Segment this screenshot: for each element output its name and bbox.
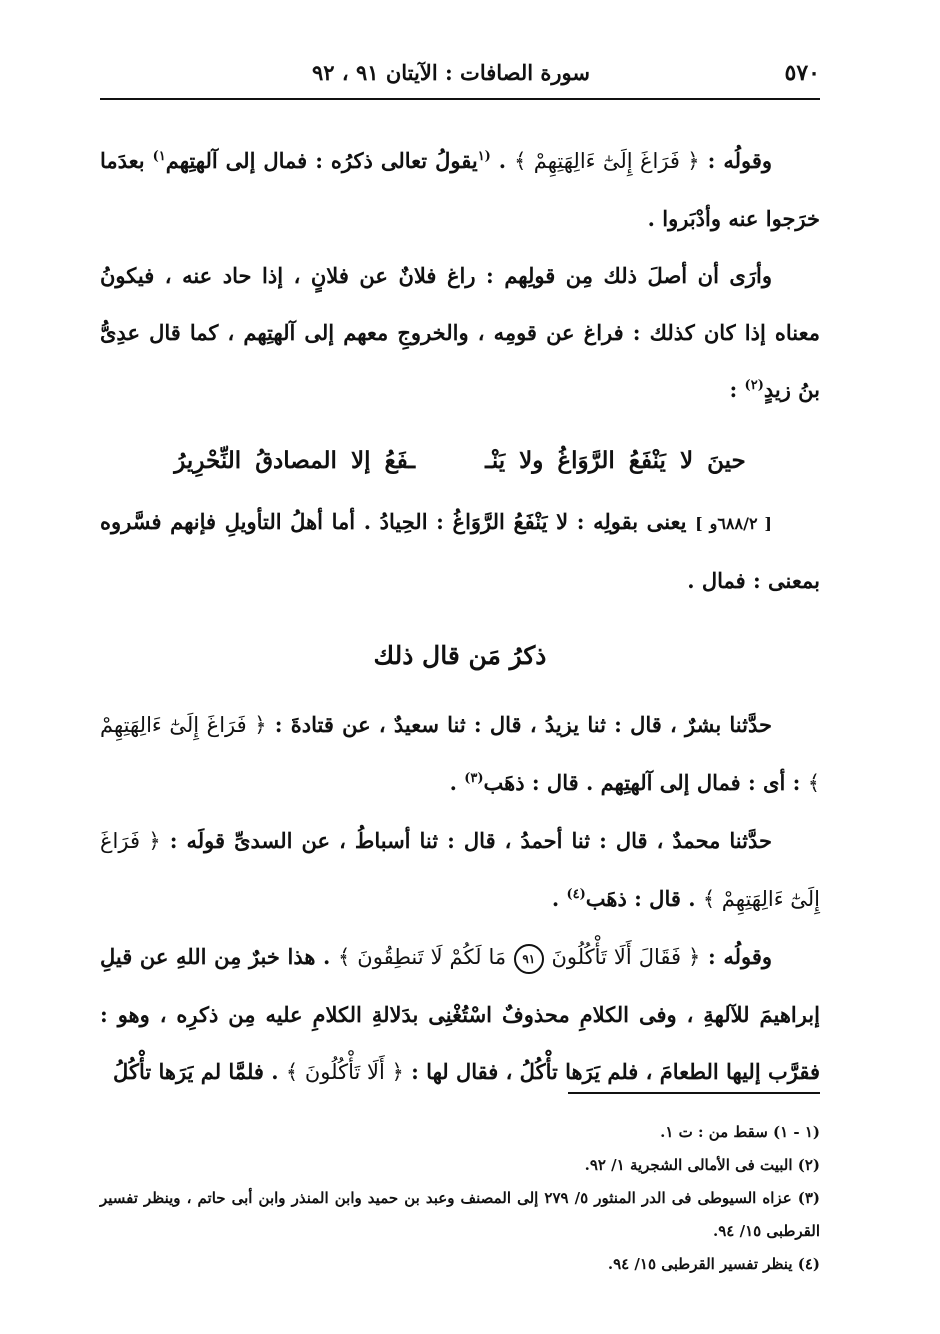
section-heading: ذكرُ مَن قال ذلك	[373, 641, 547, 670]
text-run: يقولُ تعالى ذكرُه : فمال إلى آلهتِهم	[165, 148, 478, 173]
main-text	[100, 132, 820, 1101]
footnote-marker: (٤)	[566, 887, 586, 902]
footnote-rule	[568, 1092, 820, 1094]
quran-quote: ﴿ فَرَاغَ إِلَىٰٓ ءَالِهَتِهِمْ ﴾	[100, 713, 820, 795]
footnote-3: (٣) عزاه السيوطى فى الدر المنثور ٥/ ٢٧٩ إلى المصنف وعبد بن حميد وابن المنذر وابن أبى حاتم ، وينظر تفسير القرطبى ١٥/ ٩٤.	[100, 1189, 820, 1240]
poetry-verse	[100, 432, 820, 489]
quran-quote: ﴿ أَلَا تَأْكُلُونَ ﴾	[285, 1060, 404, 1084]
quran-quote: ﴿ فَرَاغَ إِلَىٰٓ ءَالِهَتِهِمْ ﴾	[514, 149, 700, 173]
text-run: وقولُه :	[700, 944, 773, 969]
text-run: . فلمَّا لم يَرَها تأْكُلُ	[113, 1059, 286, 1084]
text-run: . قال : ذهَب	[585, 886, 703, 911]
quran-quote: ﴿ فَرَاغَ إِلَىٰٓ ءَالِهَتِهِمْ ﴾	[100, 829, 820, 911]
text-run: حدَّثنا بشرٌ ، قال : ثنا يزيدُ ، قال : ثنا سعيدٌ ، عن قتادةَ :	[266, 712, 772, 737]
page-header	[100, 52, 820, 94]
text-run: حدَّثنا محمدٌ ، قال : ثنا أحمدُ ، قال : ثنا أسباطُ ، عن السدىِّ قولَه :	[160, 828, 772, 853]
paragraph-4	[100, 696, 820, 812]
text-run: .	[449, 770, 465, 795]
verse-first-hemistich: حينَ لا يَنْفَعُ الرَّوَاغُ ولا يَنْـ	[485, 447, 746, 474]
footnote-1: (١ - ١) سقط من : ت ١.	[660, 1123, 820, 1141]
text-run: . هذا خبرٌ مِن اللهِ عن قيلِ إبراهيمَ للآلهةِ ، وفى الكلامِ محذوفٌ اسْتُغْنِى بدَلالةِ الكلامِ عليه مِن ذكرِه ، وهو : فقرَّب إليها الطعامَ ، فلم يَرَها تأْكُلُ ، فقال لها :	[100, 944, 820, 1084]
text-run: وأرَى أن أصلَ ذلك مِن قولِهم : راغ فلانٌ عن فلانٍ ، إذا حاد عنه ، فيكونُ معناه إذا كان كذلك : فراغ عن قومِه ، والخروجِ معهم إلى آلهتِهم ، كما قال عدِىُّ بنُ زيدٍ	[100, 263, 820, 402]
page-number: ٥٧٠	[784, 60, 820, 86]
text-run: :	[729, 377, 745, 402]
quran-quote: ﴿ فَقَالَ أَلَا تَأْكُلُونَ	[551, 945, 701, 969]
quran-quote: مَا لَكُمْ لَا تَنطِقُونَ ﴾	[338, 945, 507, 969]
running-title: سورة الصافات : الآيتان ٩١ ، ٩٢	[312, 60, 590, 85]
ayah-number-marker: ٩١	[514, 944, 544, 974]
text-run: وقولُه :	[699, 148, 773, 173]
text-run: يعنى بقولِه : لا يَنْفَعُ الرَّوَاغُ : الحِيادُ . أما أهلُ التأويلِ فإنهم فسَّروه بمعنى : فمال .	[100, 509, 820, 593]
paragraph-2	[100, 247, 820, 418]
text-run: بعدَما خرَجوا عنه وأدْبَروا .	[100, 148, 820, 231]
footnotes	[100, 1116, 820, 1281]
paragraph-6	[100, 928, 820, 1101]
text-run: : أى : فمال إلى آلهتِهم . قال : ذهَب	[483, 770, 808, 795]
manuscript-reference: [ ٦٨٨/٢و ]	[695, 514, 773, 533]
text-run: .	[551, 886, 567, 911]
paragraph-3	[100, 493, 820, 609]
footnote-marker: ١)	[152, 149, 166, 164]
paragraph-5	[100, 812, 820, 928]
paragraph-1	[100, 132, 820, 247]
footnote-marker: (٣)	[464, 771, 484, 786]
verse-second-hemistich: ـفَعُ إلا المصادقُ النِّحْرِيرُ	[174, 447, 416, 474]
footnote-4: (٤) ينظر تفسير القرطبى ١٥/ ٩٤.	[607, 1255, 820, 1273]
header-rule	[100, 98, 820, 100]
text-run: .	[490, 148, 515, 173]
footnote-2: (٢) البيت فى الأمالى الشجرية ١/ ٩٢.	[584, 1156, 820, 1174]
book-page	[100, 0, 820, 1334]
footnote-marker: (٢)	[744, 378, 764, 393]
footnote-marker: (١	[477, 149, 491, 164]
